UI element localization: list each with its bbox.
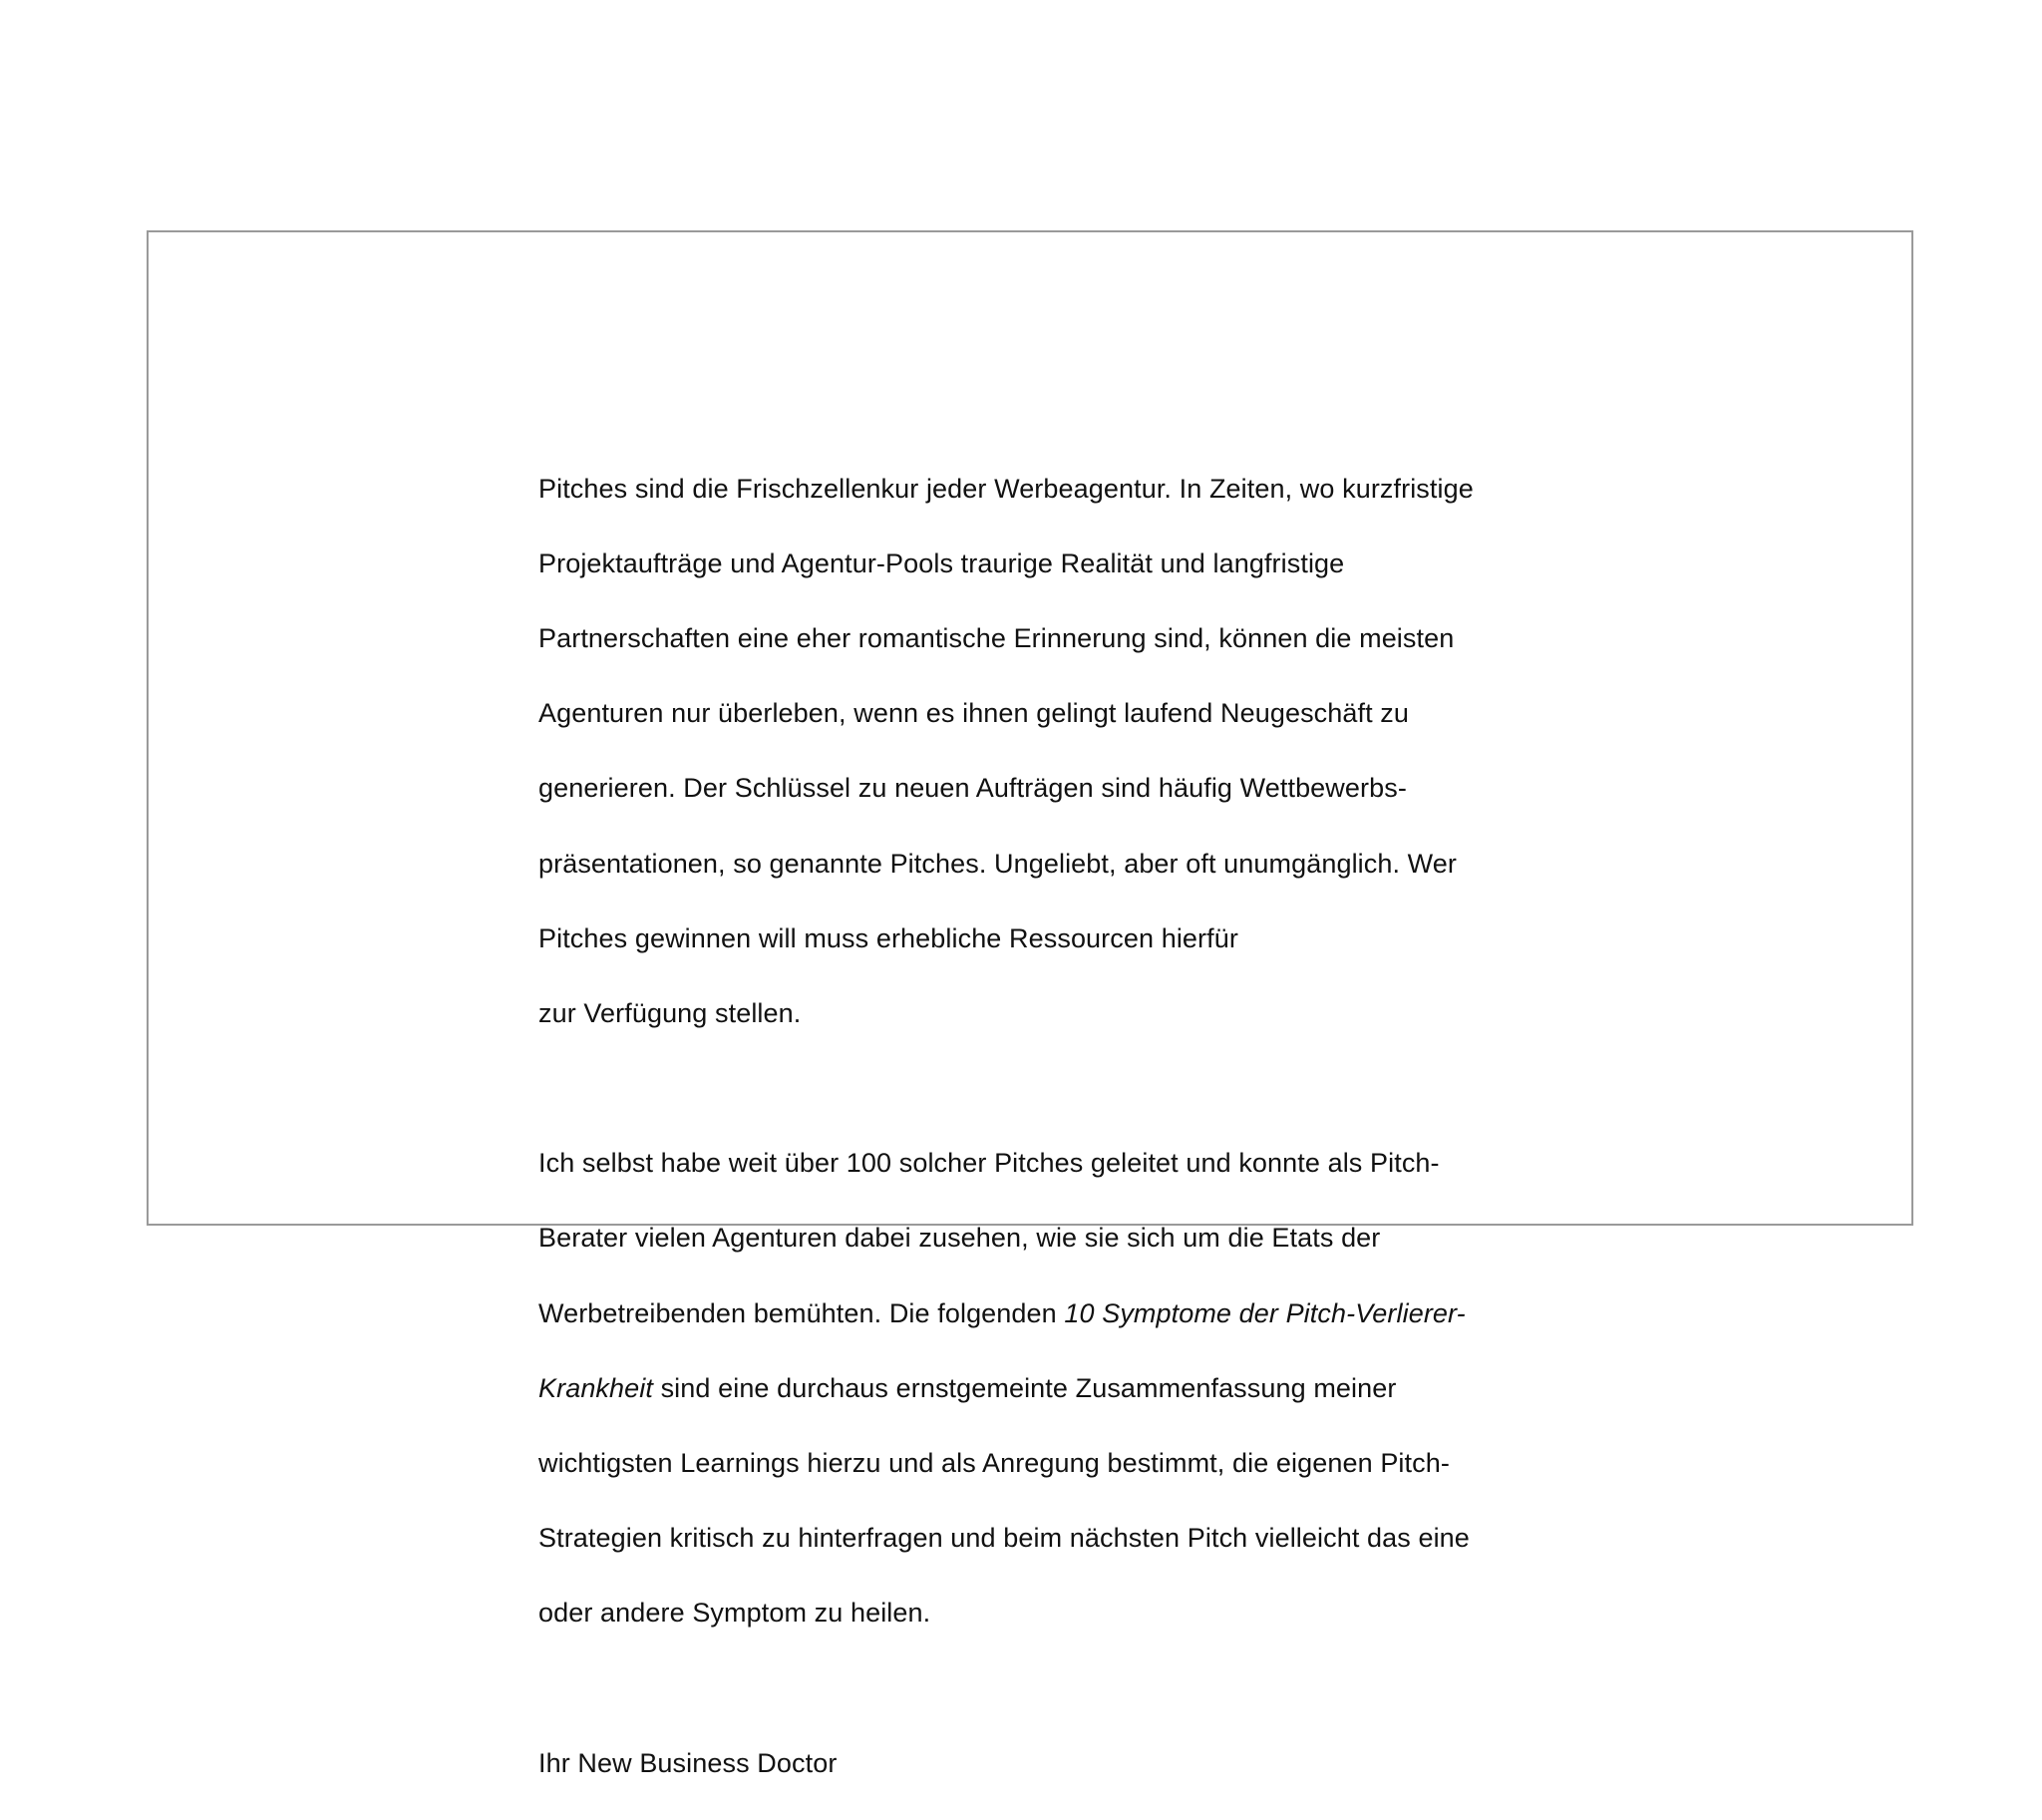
paragraph-experience (538, 1108, 1516, 1670)
text-line: wichtigsten Learnings hierzu und als Anregung bestimmt, die eigenen Pitch- (538, 1448, 1450, 1479)
text-line: präsentationen, so genannte Pitches. Ungeliebt, aber oft unumgänglich. Wer (538, 848, 1457, 879)
text-line: Strategien kritisch zu hinterfragen und beim nächsten Pitch vielleicht das eine (538, 1523, 1470, 1554)
text-line: Berater vielen Agenturen dabei zusehen, wie sie sich um die Etats der (538, 1223, 1381, 1254)
italic-title-part: Krankheit (538, 1372, 653, 1403)
text-line: Partnerschaften eine eher romantische Erinnerung sind, können die meisten (538, 622, 1455, 653)
italic-title-part: 10 Symptome der Pitch-Verlierer- (1064, 1297, 1466, 1328)
document-body (538, 433, 1516, 1820)
signature (538, 1707, 1516, 1820)
text-line: Ich selbst habe weit über 100 solcher Pitches geleitet und konnte als Pitch- (538, 1148, 1440, 1179)
text-line: generieren. Der Schlüssel zu neuen Aufträgen sind häufig Wettbewerbs- (538, 773, 1407, 804)
signature-text: Ihr New Business Doctor (538, 1747, 838, 1778)
text-line: Pitches gewinnen will muss erhebliche Ressourcen hierfür (538, 922, 1238, 953)
text-line: zur Verfügung stellen. (538, 997, 802, 1028)
text-line (538, 1295, 1516, 1333)
text-line: oder andere Symptom zu heilen. (538, 1598, 931, 1629)
text-line: Agenturen nur überleben, wenn es ihnen gelingt laufend Neugeschäft zu (538, 698, 1410, 729)
text-segment: sind eine durchaus ernstgemeinte Zusammenfassung meiner (652, 1372, 1397, 1403)
text-line: Pitches sind die Frischzellenkur jeder Werbeagentur. In Zeiten, wo kurzfristige (538, 473, 1474, 504)
text-line (538, 1370, 1516, 1408)
text-line: Projektaufträge und Agentur-Pools traurige Realität und langfristige (538, 547, 1345, 578)
paragraph-intro (538, 433, 1516, 1070)
text-segment: Werbetreibenden bemühten. Die folgenden (538, 1297, 1065, 1328)
